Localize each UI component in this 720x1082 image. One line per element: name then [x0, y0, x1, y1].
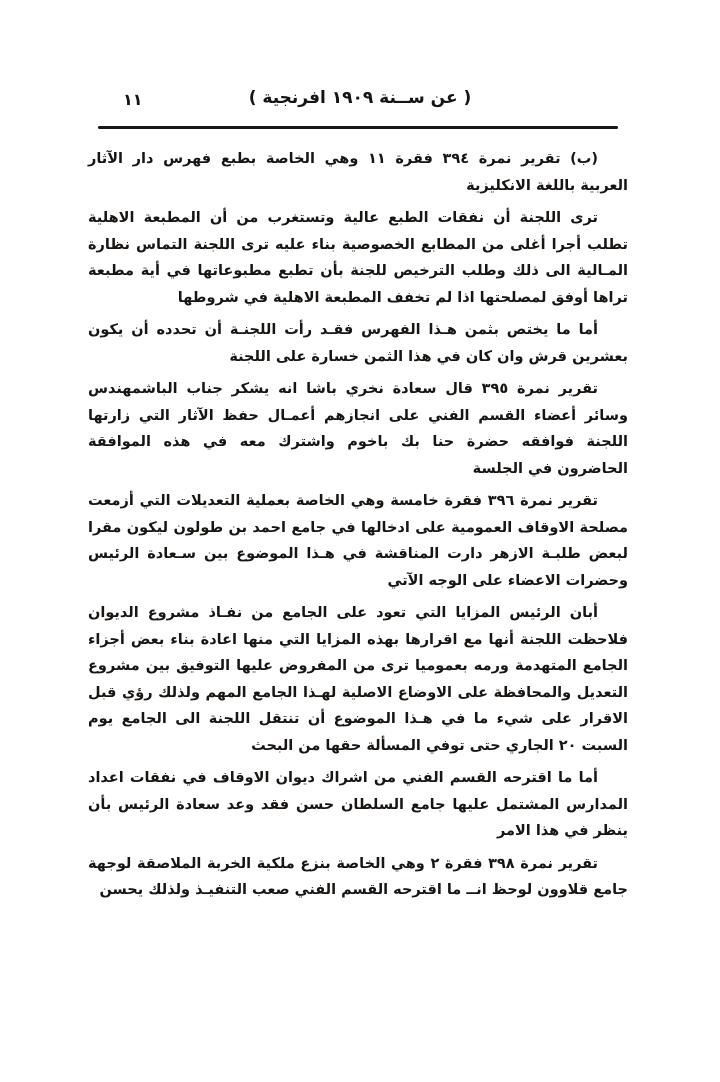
header-divider [98, 126, 618, 129]
paragraph: أبان الرئيس المزايا التي تعود على الجامع من نفـاذ مشروع الديوان فلاحظت اللجنة أنها مع اقرارها بهذه المزايا التي منها اعادة بناء بعض أجزاء الجامع المتهدمة ورمه بعموميا ترى من المفروض عليها التوفيق بين مشروع التعديل والمحافظة على الاوضاع الاصلية لهـذا الجامع المهم ولذلك رؤي قبل الاقرار على شيء ما في هـذا الموضوع أن تنتقل اللجنة الى الجامع يوم السبت ٢٠ الجاري حتى توفي المسألة حقها من البحث [88, 605, 628, 754]
page-header [95, 88, 625, 122]
paragraph: تقرير نمرة ٣٩٦ فقرة خامسة وهي الخاصة بعملية التعديلات التي أزمعت مصلحة الاوقاف العمومية على ادخالها في جامع احمد بن طولون ليكون مقرا لبعض طلبـة الازهر دارت المناقشة في هـذا الموضوع بين سـعادة الرئيس وحضرات الاعضاء على الوجه الآتي [88, 493, 628, 589]
page-number: ١١ [123, 90, 143, 109]
paragraph: أما ما يختص بثمن هـذا الفهرس فقـد رأت اللجنـة أن تحدده أن يكون بعشرين قرش وان كان في هذا الثمن خسارة على اللجنة [88, 322, 628, 365]
paragraph: ترى اللجنة أن نفقات الطبع عالية وتستغرب من أن المطبعة الاهلية تطلب أجرا أغلى من المطابع الخصوصية بناء عليه ترى اللجنة التماس نظارة المـالية الى ذلك وطلب الترخيص للجنة بأن تطبع مطبوعاتها في أية مطبعة تراها أوفق لمصلحتها اذا لم تخفف المطبعة الاهلية في شروطها [88, 210, 628, 306]
paragraph: تقرير نمرة ٣٩٨ فقرة ٢ وهي الخاصة بنزع ملكية الخربة الملاصقة لوجهة جامع قلاوون لوحظ انــ ما اقترحه القسم الفني صعب التنفيـذ ولذلك يحسن [88, 855, 628, 898]
header-title: ( عن ســنة ١٩٠٩ افرنجية ) [248, 88, 472, 108]
paragraph: أما ما اقترحه القسم الفني من اشراك ديوان الاوقاف في نفقات اعداد المدارس المشتمل عليها جامع السلطان حسن فقد وعد سعادة الرئيس بأن ينظر في هذا الامر [88, 770, 628, 839]
paragraph: (ب) تقرير نمرة ٣٩٤ فقرة ١١ وهي الخاصة بطبع فهرس دار الآثار العربية باللغة الانكليزية [88, 151, 628, 194]
document-body [88, 146, 628, 904]
paragraph: تقرير نمرة ٣٩٥ قال سعادة نخري باشا انه يشكر جناب الباشمهندس وسائر أعضاء القسم الفني على انجازهم أعمـال حفظ الآثار التي زارتها اللجنة فوافقه حضرة حنا بك باخوم واشترك معه في هذه الموافقة الحاضرون في الجلسة [88, 381, 628, 477]
